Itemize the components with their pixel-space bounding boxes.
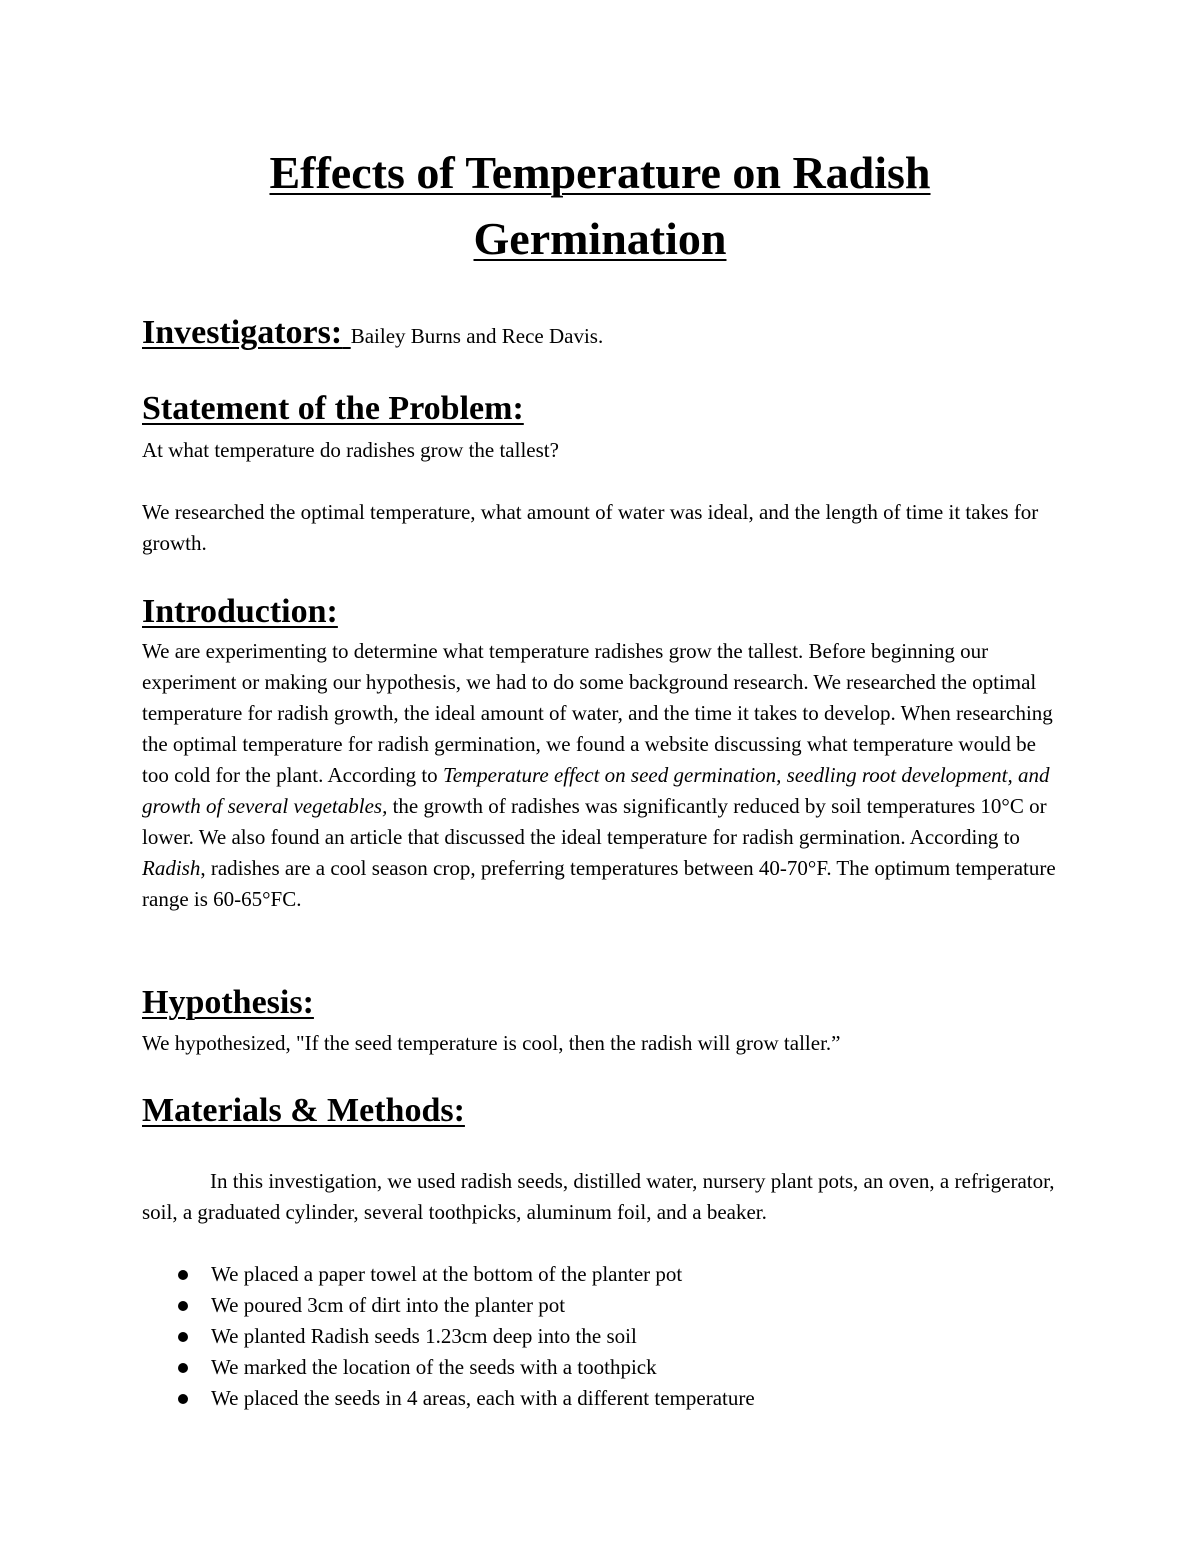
bullet-icon — [178, 1394, 188, 1404]
introduction-text-1: We are experimenting to determine what temperature radishes grow the tallest. Before beginning our experiment or making our hypothesis, we had to do some background research. We researched the optimal temperature for radish growth, the ideal amount of water, and the time it takes to develop. When researching the optimal temperature for radish germination, we found a website discussing what temperature would be too cold for the plant. According to — [142, 639, 1053, 787]
hypothesis-heading: Hypothesis: — [142, 984, 314, 1021]
list-item — [142, 1259, 755, 1290]
introduction-paragraph — [142, 636, 1062, 915]
list-item-text: We placed the seeds in 4 areas, each with a different temperature — [211, 1386, 755, 1410]
methods-list — [142, 1259, 755, 1414]
list-item — [142, 1383, 755, 1414]
bullet-icon — [178, 1363, 188, 1373]
introduction-text-3: , radishes are a cool season crop, preferring temperatures between 40-70°F. The optimum temperature range is 60-65°FC. — [142, 856, 1056, 911]
introduction-heading: Introduction: — [142, 593, 338, 630]
hypothesis-text: We hypothesized, "If the seed temperature is cool, then the radish will grow taller.” — [142, 1031, 841, 1055]
list-item-text: We poured 3cm of dirt into the planter pot — [211, 1293, 566, 1317]
bullet-icon — [178, 1301, 188, 1311]
list-item — [142, 1352, 755, 1383]
research-summary: We researched the optimal temperature, what amount of water was ideal, and the length of time it takes for growth. — [142, 500, 1039, 555]
list-item — [142, 1321, 755, 1352]
list-item — [142, 1290, 755, 1321]
introduction-citation-2: Radish — [142, 856, 201, 880]
introduction-text-2: the growth of radishes was significantly reduced by soil temperatures 10°C or lower. We also found an article that discussed the ideal temperature for radish germination. According to — [142, 794, 1047, 849]
materials-heading: Materials & Methods: — [142, 1092, 465, 1129]
materials-paragraph — [142, 1166, 1062, 1228]
list-item-text: We marked the location of the seeds with a toothpick — [211, 1355, 657, 1379]
document-title: Effects of Temperature on Radish Germination — [269, 147, 931, 264]
list-item-text: We placed a paper towel at the bottom of the planter pot — [211, 1262, 683, 1286]
bullet-icon — [178, 1270, 188, 1280]
introduction-citation-1: Temperature effect on seed germination, seedling root development, and growth of several vegetables, — [142, 763, 1050, 818]
statement-heading: Statement of the Problem: — [142, 390, 524, 427]
investigators-line — [142, 313, 603, 356]
bullet-icon — [178, 1332, 188, 1342]
investigators-heading: Investigators: — [142, 314, 343, 351]
problem-question: At what temperature do radishes grow the tallest? — [142, 438, 559, 462]
investigators-names: Bailey Burns and Rece Davis. — [350, 324, 604, 348]
materials-text: In this investigation, we used radish seeds, distilled water, nursery plant pots, an oven, a refrigerator, soil, a graduated cylinder, several toothpicks, aluminum foil, and a beaker. — [142, 1169, 1055, 1224]
list-item-text: We planted Radish seeds 1.23cm deep into the soil — [211, 1324, 637, 1348]
